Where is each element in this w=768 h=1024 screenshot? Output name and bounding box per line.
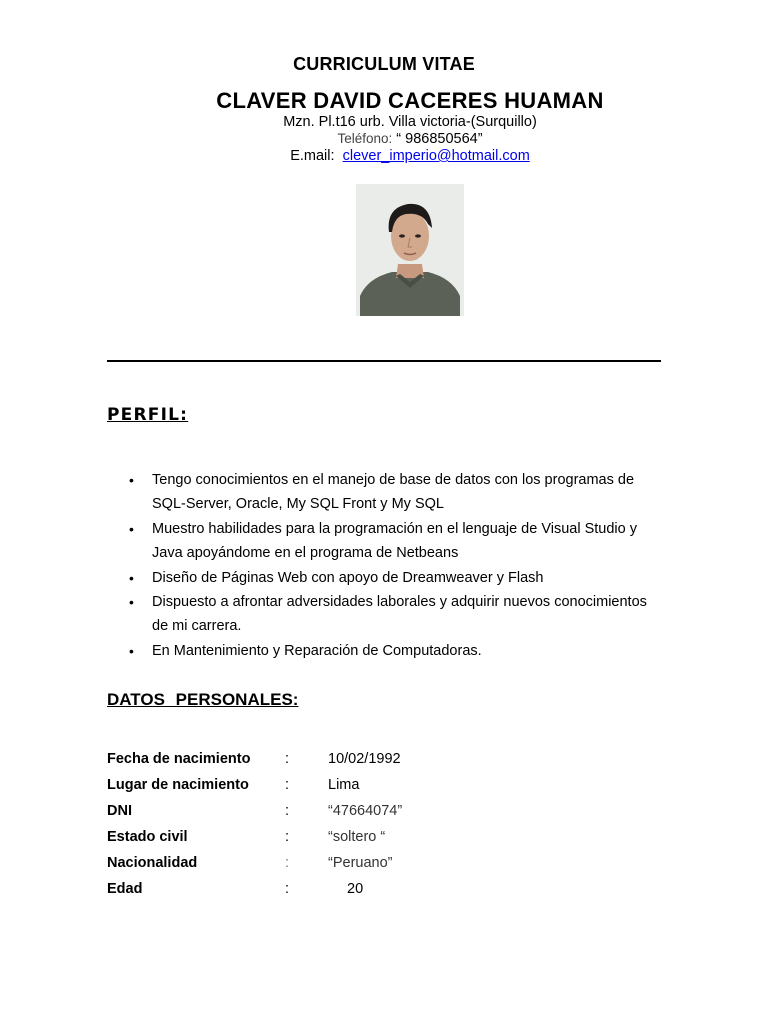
email-line (0, 148, 768, 164)
row-label: Estado civil (107, 829, 188, 845)
document-title: CURRICULUM VITAE (293, 54, 475, 74)
row-value: 10/02/1992 (328, 751, 401, 767)
candidate-name: CLAVER DAVID CACERES HUAMAN (216, 88, 604, 113)
phone-value: “ 986850564” (396, 131, 483, 147)
row-label: Lugar de nacimiento (107, 777, 249, 793)
row-colon: : (285, 829, 290, 845)
data-row-birthdate (107, 751, 667, 777)
row-colon: : (285, 777, 290, 793)
phone-line (0, 131, 768, 147)
list-item: • Tengo conocimientos en el manejo de base de datos con los programas de SQL-Server, Oracle, My SQL Front y My SQL (107, 468, 667, 517)
datos-heading: DATOS PERSONALES: (107, 690, 299, 709)
row-colon: : (285, 855, 290, 871)
data-row-civil-status (107, 829, 667, 855)
bullet-icon: • (129, 594, 134, 611)
email-label: E.mail: (290, 148, 335, 164)
row-value: “Peruano” (328, 855, 393, 871)
data-row-dni (107, 803, 667, 829)
address: Mzn. Pl.t16 urb. Villa victoria-(Surquillo) (283, 114, 537, 130)
row-colon: : (285, 803, 290, 819)
email-link[interactable]: clever_imperio@hotmail.com (342, 148, 530, 164)
perfil-heading: PERFIL: (107, 405, 189, 425)
row-colon: : (285, 751, 290, 767)
list-item: • En Mantenimiento y Reparación de Computadoras. (107, 639, 667, 663)
row-label: Nacionalidad (107, 855, 198, 871)
list-item: • Diseño de Páginas Web con apoyo de Dreamweaver y Flash (107, 566, 667, 590)
row-label: DNI (107, 803, 132, 819)
row-value: 20 (347, 881, 364, 897)
perfil-list (107, 468, 667, 663)
profile-photo (356, 184, 464, 316)
data-row-nationality (107, 855, 667, 881)
data-row-age (107, 881, 667, 907)
separator-line (107, 360, 661, 362)
profile-photo-image (356, 184, 464, 316)
row-value: “47664074” (328, 803, 403, 819)
bullet-icon: • (129, 642, 134, 659)
row-colon: : (285, 881, 290, 897)
phone-label: Teléfono: (337, 131, 393, 146)
list-item: • Muestro habilidades para la programación en el lenguaje de Visual Studio y Java apoyándome en el programa de Netbeans (107, 517, 667, 566)
bullet-icon: • (129, 569, 134, 586)
row-value: Lima (328, 777, 360, 793)
list-item: • Dispuesto a afrontar adversidades laborales y adquirir nuevos conocimientos de mi carrera. (107, 590, 667, 639)
bullet-icon: • (129, 520, 134, 537)
bullet-icon: • (129, 472, 134, 488)
row-label: Fecha de nacimiento (107, 751, 251, 767)
data-row-birthplace (107, 777, 667, 803)
row-label: Edad (107, 881, 143, 897)
row-value: “soltero “ (328, 829, 386, 845)
